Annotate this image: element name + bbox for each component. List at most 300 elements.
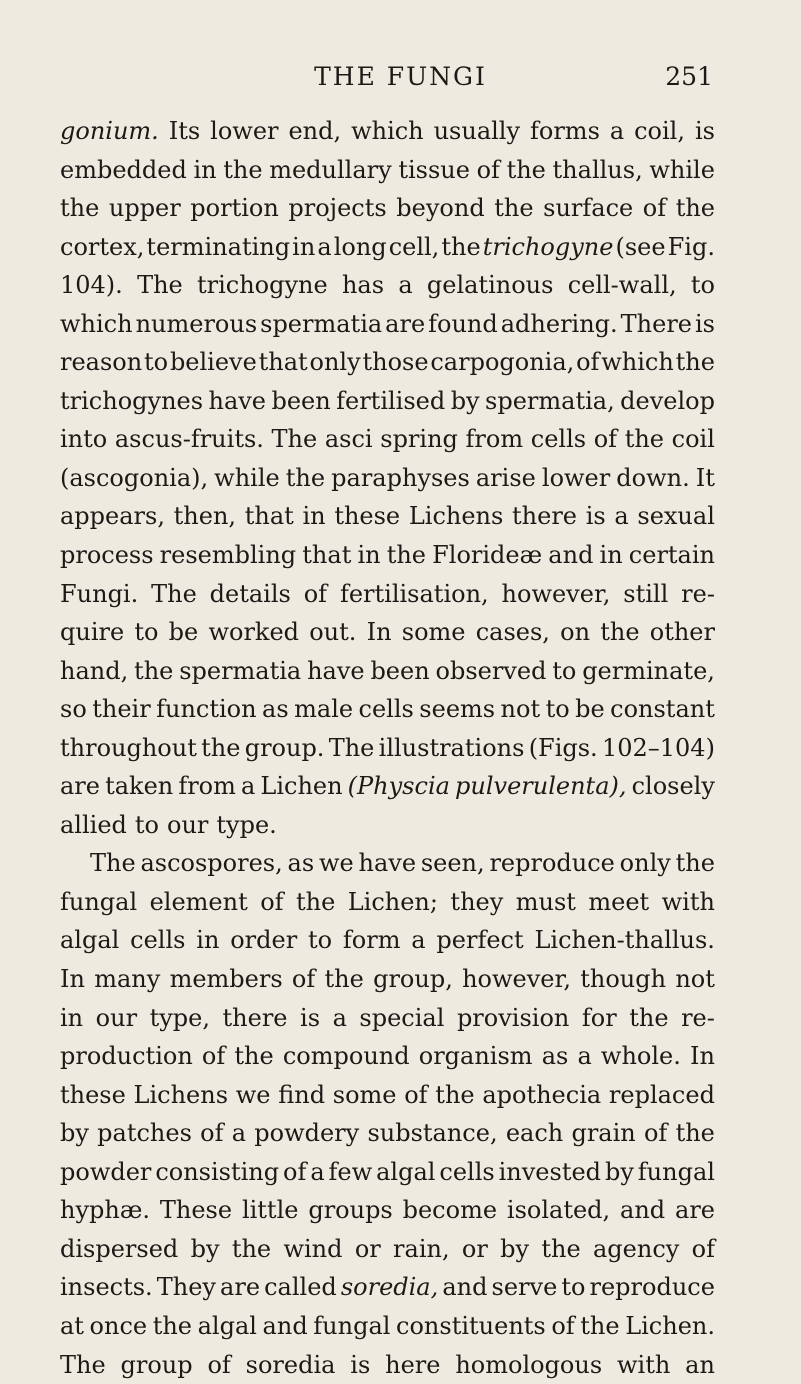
word: The: [329, 729, 375, 768]
text-line: [60, 151, 715, 190]
word: and: [263, 1307, 308, 1346]
word: algal: [60, 921, 119, 960]
word: which: [60, 305, 133, 344]
word: certain: [629, 536, 715, 575]
word: only: [620, 844, 671, 883]
word: there: [512, 497, 577, 536]
word: of: [260, 883, 283, 922]
word: of: [200, 1114, 223, 1153]
word: throughout: [60, 729, 197, 768]
word: a: [317, 228, 331, 267]
word: of: [644, 1114, 667, 1153]
text-line: [60, 690, 715, 729]
word: to: [561, 1268, 585, 1307]
word: carpogonia,: [430, 343, 574, 382]
word: on: [560, 613, 590, 652]
word: be: [169, 613, 199, 652]
running-title: THE FUNGI: [0, 62, 801, 91]
word: long: [334, 228, 387, 267]
text-line: [60, 613, 715, 652]
word: (see: [616, 228, 666, 267]
word: though: [580, 960, 666, 999]
word: to: [144, 343, 168, 382]
word: as: [262, 690, 289, 729]
word: 104).: [60, 266, 123, 305]
word: of: [477, 151, 500, 190]
word: male: [294, 690, 353, 729]
word: consisting: [155, 1153, 279, 1192]
word: type,: [150, 999, 210, 1038]
word: they: [450, 883, 503, 922]
word: from: [178, 767, 236, 806]
word: however,: [502, 575, 611, 614]
word: down.: [616, 459, 689, 498]
word: is: [695, 305, 715, 344]
word: the: [676, 343, 715, 382]
text-line: [60, 112, 715, 151]
italic-word: soredia,: [341, 1268, 438, 1307]
word: end,: [288, 112, 341, 151]
word: in: [600, 536, 623, 575]
word: the: [60, 189, 99, 228]
word: in: [60, 999, 83, 1038]
word: group.: [245, 729, 325, 768]
word: in: [193, 151, 216, 190]
word: In: [690, 1037, 715, 1076]
word: wind: [283, 1230, 342, 1269]
word: lower: [542, 459, 610, 498]
word: Lichen;: [348, 883, 438, 922]
word: asci: [325, 420, 373, 459]
word: we: [319, 844, 354, 883]
word: so: [60, 690, 87, 729]
word: Lichen: [260, 767, 342, 806]
word: Lichens: [409, 497, 504, 536]
word: patches: [97, 1114, 192, 1153]
word: the: [325, 960, 364, 999]
word: is: [350, 1346, 370, 1384]
word: is: [586, 497, 606, 536]
text-line: [60, 844, 715, 883]
word: to: [546, 690, 570, 729]
word: which: [601, 343, 674, 382]
italic-word: gonium.: [60, 112, 159, 151]
word: of: [283, 1153, 306, 1192]
word: been: [370, 652, 429, 691]
word: homologous: [455, 1346, 602, 1384]
word: into: [60, 420, 107, 459]
text-line: [60, 189, 715, 228]
word: by: [191, 1230, 220, 1269]
word: worked: [208, 613, 299, 652]
word: group: [121, 1346, 193, 1384]
word: fungal: [60, 883, 137, 922]
word: powdery: [254, 1114, 359, 1153]
text-line: [60, 1346, 715, 1384]
word: meet: [588, 883, 649, 922]
word: cell-wall,: [568, 266, 677, 305]
word: These: [160, 1191, 232, 1230]
text-line: [60, 652, 715, 691]
word: by: [451, 382, 480, 421]
word: process: [60, 536, 154, 575]
word: of: [304, 575, 327, 614]
word: for: [582, 999, 617, 1038]
text-line: [60, 420, 715, 459]
word: (ascogonia),: [60, 459, 208, 498]
word: the: [441, 228, 480, 267]
word: type.: [216, 806, 276, 845]
word: a: [232, 1114, 246, 1153]
text-line: [60, 806, 715, 845]
word: special: [359, 999, 444, 1038]
word: spermatia: [179, 652, 301, 691]
word: cases,: [476, 613, 550, 652]
word: the: [153, 1307, 192, 1346]
word: form: [343, 921, 401, 960]
word: fungal: [313, 1307, 390, 1346]
word: appears,: [60, 497, 165, 536]
text-line: [60, 1076, 715, 1115]
word: a: [310, 1153, 324, 1192]
text-line: [60, 1037, 715, 1076]
word: order: [230, 921, 297, 960]
text-line: [60, 1191, 715, 1230]
word: hyphæ.: [60, 1191, 150, 1230]
word: 102–104): [602, 729, 715, 768]
word: fertilisation,: [340, 575, 489, 614]
word: or: [462, 1230, 488, 1269]
word: with: [662, 883, 715, 922]
word: closely: [632, 767, 715, 806]
word: these: [60, 1076, 126, 1115]
word: the: [134, 652, 173, 691]
word: beyond: [396, 189, 484, 228]
word: upper: [109, 189, 181, 228]
word: from: [466, 420, 524, 459]
word: organism: [419, 1037, 533, 1076]
word: however,: [462, 960, 571, 999]
word: in: [196, 921, 219, 960]
word: a: [577, 1037, 591, 1076]
word: cell,: [389, 228, 440, 267]
page-number: 251: [665, 62, 713, 91]
word: The: [272, 420, 318, 459]
word: coil: [672, 420, 715, 459]
word: not: [675, 960, 715, 999]
word: to: [308, 921, 332, 960]
word: portion: [190, 189, 279, 228]
word: insects.: [60, 1268, 153, 1307]
word: spermatia: [260, 305, 382, 344]
word: out.: [309, 613, 356, 652]
word: dispersed: [60, 1230, 178, 1269]
word: compound: [283, 1037, 410, 1076]
word: of: [404, 1076, 427, 1115]
word: spermatia,: [485, 382, 615, 421]
word: the: [223, 151, 262, 190]
word: with: [617, 1346, 670, 1384]
word: find: [278, 1076, 325, 1115]
word: serve: [492, 1268, 558, 1307]
word: that: [302, 536, 351, 575]
word: sexual: [637, 497, 715, 536]
word: forms: [530, 112, 600, 151]
word: apothecia: [482, 1076, 601, 1115]
word: powder: [60, 1153, 151, 1192]
word: invested: [499, 1153, 601, 1192]
word: adhering.: [501, 305, 618, 344]
word: cells: [130, 921, 185, 960]
word: called: [264, 1268, 337, 1307]
word: fertilised: [336, 382, 445, 421]
word: ascospores,: [140, 844, 282, 883]
word: They: [157, 1268, 216, 1307]
text-line: [60, 999, 715, 1038]
word: a: [610, 112, 624, 151]
word: of: [292, 960, 315, 999]
word: whole.: [601, 1037, 681, 1076]
word: cells: [359, 690, 414, 729]
word: reason: [60, 343, 142, 382]
word: the: [296, 883, 335, 922]
text-line: [60, 343, 715, 382]
word: of: [202, 1037, 225, 1076]
text-line: [60, 1268, 715, 1307]
text-line: [60, 536, 715, 575]
word: perfect: [436, 921, 523, 960]
word: reproduce: [590, 1268, 715, 1307]
word: germinate,: [582, 652, 715, 691]
word: quire: [60, 613, 124, 652]
word: numerous: [136, 305, 258, 344]
word: and: [548, 536, 593, 575]
word: the: [625, 420, 664, 459]
word: once: [90, 1307, 148, 1346]
word: few: [329, 1153, 373, 1192]
word: arise: [476, 459, 536, 498]
word: seen,: [421, 844, 485, 883]
word: the: [286, 459, 325, 498]
word: substance,: [367, 1114, 497, 1153]
word: In: [367, 613, 392, 652]
word: many: [94, 960, 160, 999]
text-line: [60, 729, 715, 768]
word: or: [355, 1230, 381, 1269]
text-line: [60, 767, 715, 806]
word: grain: [571, 1114, 635, 1153]
word: Lichens: [134, 1076, 229, 1115]
word: while: [214, 459, 280, 498]
word: function: [156, 690, 256, 729]
word: of: [576, 343, 599, 382]
word: The: [60, 1346, 106, 1384]
word: the: [676, 1114, 715, 1153]
word: Fig.: [668, 228, 715, 267]
word: trichogyne: [197, 266, 328, 305]
italic-word: (Physcia: [348, 767, 450, 806]
text-line: [60, 1307, 715, 1346]
word: details: [210, 575, 291, 614]
word: taken: [105, 767, 173, 806]
word: as: [542, 1037, 569, 1076]
word: hand,: [60, 652, 128, 691]
word: gelatinous: [427, 266, 554, 305]
word: agency: [593, 1230, 679, 1269]
word: production: [60, 1037, 193, 1076]
word: an: [685, 1346, 715, 1384]
word: medullary: [269, 151, 391, 190]
word: here: [385, 1346, 440, 1384]
word: a: [241, 767, 255, 806]
word: spring: [380, 420, 458, 459]
word: those: [362, 343, 428, 382]
word: not: [501, 690, 541, 729]
word: and: [620, 1191, 665, 1230]
word: the: [201, 729, 240, 768]
text-line: [60, 382, 715, 421]
word: little: [242, 1191, 299, 1230]
word: element: [150, 883, 248, 922]
word: at: [60, 1307, 84, 1346]
word: rain,: [393, 1230, 450, 1269]
word: to: [691, 266, 715, 305]
word: of: [594, 420, 617, 459]
word: some: [402, 613, 466, 652]
word: terminating: [146, 228, 290, 267]
word: algal: [198, 1307, 257, 1346]
word: by: [500, 1230, 529, 1269]
word: are: [60, 767, 100, 806]
text-line: [60, 1114, 715, 1153]
word: we: [236, 1076, 271, 1115]
word: in: [292, 228, 315, 267]
word: The: [151, 575, 197, 614]
word: their: [92, 690, 150, 729]
word: the: [629, 999, 668, 1038]
word: by: [605, 1153, 634, 1192]
word: other: [650, 613, 715, 652]
word: the: [232, 1230, 271, 1269]
word: the: [234, 1037, 273, 1076]
word: of: [692, 1230, 715, 1269]
word: there: [223, 999, 288, 1038]
word: re-: [681, 999, 715, 1038]
word: a: [411, 921, 425, 960]
word: replaced: [609, 1076, 715, 1115]
word: while: [649, 151, 715, 190]
word: then,: [174, 497, 236, 536]
word: the: [494, 189, 533, 228]
word: is: [300, 999, 320, 1038]
word: It: [696, 459, 715, 498]
word: of: [551, 1307, 574, 1346]
word: the: [387, 536, 426, 575]
word: seems: [419, 690, 495, 729]
word: isolated,: [507, 1191, 610, 1230]
word: reproduce: [489, 844, 614, 883]
word: There: [621, 305, 692, 344]
word: cortex,: [60, 228, 144, 267]
word: by: [60, 1114, 89, 1153]
text-line: [60, 459, 715, 498]
word: Florideæ: [432, 536, 542, 575]
word: in: [302, 497, 325, 536]
word: a: [614, 497, 628, 536]
word: the: [676, 189, 715, 228]
word: group,: [373, 960, 453, 999]
word: fungal: [638, 1153, 715, 1192]
text-line: [60, 960, 715, 999]
word: have: [208, 382, 266, 421]
word: these: [334, 497, 400, 536]
word: ascus-fruits.: [115, 420, 264, 459]
word: of: [207, 1346, 230, 1384]
word: still: [623, 575, 668, 614]
word: have: [359, 844, 417, 883]
word: constituents: [396, 1307, 546, 1346]
word: be: [575, 690, 605, 729]
word: the: [541, 1230, 580, 1269]
word: Lichen.: [625, 1307, 715, 1346]
word: surface: [543, 189, 633, 228]
word: only: [310, 343, 361, 382]
word: The: [90, 844, 136, 883]
body-text: [60, 112, 715, 1384]
word: thallus,: [553, 151, 643, 190]
word: paraphyses: [331, 459, 470, 498]
text-line: [60, 266, 715, 305]
word: that: [245, 497, 294, 536]
word: trichogynes: [60, 382, 203, 421]
text-line: [60, 883, 715, 922]
word: the: [580, 1307, 619, 1346]
word: the: [435, 1076, 474, 1115]
word: Lichen-thallus.: [534, 921, 714, 960]
word: are: [385, 305, 425, 344]
page-header: [0, 62, 801, 102]
word: is: [695, 112, 715, 151]
italic-word: pulverulenta),: [455, 767, 626, 806]
word: become: [403, 1191, 497, 1230]
word: are: [220, 1268, 260, 1307]
word: each: [506, 1114, 563, 1153]
word: been: [271, 382, 330, 421]
word: to: [552, 652, 576, 691]
word: embedded: [60, 151, 187, 190]
italic-word: trichogyne: [483, 228, 614, 267]
word: are: [675, 1191, 715, 1230]
text-line: [60, 575, 715, 614]
text-line: [60, 1153, 715, 1192]
word: members: [170, 960, 283, 999]
word: provision: [457, 999, 569, 1038]
word: observed: [436, 652, 547, 691]
word: Fungi.: [60, 575, 138, 614]
word: believe: [170, 343, 257, 382]
word: soredia: [246, 1346, 336, 1384]
text-line: [60, 228, 715, 267]
word: of: [643, 189, 666, 228]
word: and: [442, 1268, 487, 1307]
word: a: [333, 999, 347, 1038]
word: The: [137, 266, 183, 305]
word: re-: [681, 575, 715, 614]
word: projects: [288, 189, 386, 228]
word: to: [135, 806, 159, 845]
word: allied: [60, 806, 127, 845]
word: resembling: [160, 536, 297, 575]
